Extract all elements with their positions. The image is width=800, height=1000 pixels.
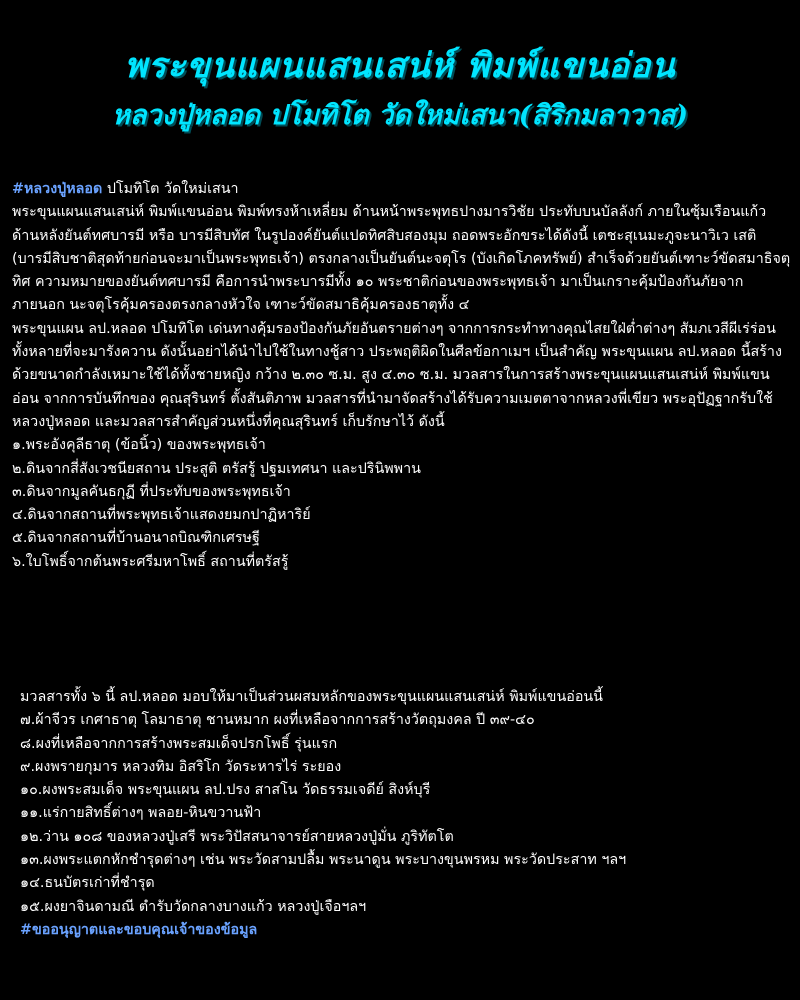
materials-list-1 (12, 434, 792, 574)
list-item: ๔.ดินจากสถานที่พระพุทธเจ้าแสดงยมกปาฏิหาริย์ (12, 507, 311, 524)
list-item: ๙.ผงพรายกุมาร หลวงทิม อิสริโก วัดระหารไร่ ระยอง (20, 758, 342, 775)
page-title: พระขุนแผนแสนเสน่ห์ พิมพ์แขนอ่อน (124, 46, 676, 86)
intro-line (12, 178, 792, 201)
list-item: ๗.ผ้าจีวร เกศาธาตุ โลมาธาตุ ชานหมาก ผงที่เหลือจากการสร้างวัตถุมงคล ปี ๓๙-๔๐ (20, 712, 535, 729)
paragraph-2: พระขุนแผน ลป.หลอด ปโมทิโต เด่นทางคุ้มรองป้องกันภัยอันตรายต่างๆ จากการกระทำทางคุณไสยใฝ่ต่ำต่างๆ สัมภเวสีผีเร่ร่อนทั้งหลายที่จะมารังควาน ดังนั้นอย่าได้นำไปใช้ในทางชู้สาว ประพฤติผิดในศีลข้อกาเมฯ เป็นสำคัญ พระขุนแผน ลป.หลอด นี้สร้างด้วยขนาดกำลังเหมาะใช้ได้ทั้งชายหญิง กว้าง ๒.๓๐ ซ.ม. สูง ๔.๓๐ ซ.ม. มวลสารในการสร้างพระขุนแผนแสนเสน่ห์ พิมพ์แขนอ่อน จากการบันทึกของ คุณสุรินทร์ ตั้งสันติภาพ มวลสารที่นำมาจัดสร้างได้รับความเมตตาจากหลวงพี่เขียว พระอุปัฏฐากรับใช้หลวงปู่หลอด และมวลสารสำคัญส่วนหนึ่งที่คุณสุรินทร์ เก็บรักษาไว้ ดังนี้ (12, 320, 782, 430)
article-body (12, 178, 792, 574)
list-item: ๑๕.ผงยาจินดามณี ตำรับวัดกลางบางแก้ว หลวงปู่เจือฯลฯ (20, 898, 367, 915)
footer-hashtag[interactable]: #ขออนุญาตและขอบคุณเจ้าของข้อมูล (20, 921, 258, 938)
list-item: ๑๒.ว่าน ๑๐๘ ของหลวงปู่เสรี พระวิปัสสนาจารย์สายหลวงปู่มั่น ภูริทัตโต (20, 828, 454, 845)
list-item: ๑๐.ผงพระสมเด็จ พระขุนแผน ลป.ปรง สาสโน วัดธรรมเจดีย์ สิงห์บุรี (20, 782, 431, 799)
materials-list-2 (20, 686, 790, 942)
section2-intro: มวลสารทั้ง ๖ นี้ ลป.หลอด มอบให้มาเป็นส่วนผสมหลักของพระขุนแผนแสนเสน่ห์ พิมพ์แขนอ่อนนี้ (20, 689, 603, 705)
list-item: ๕.ดินจากสถานที่บ้านอนาถบิณฑิกเศรษฐี (12, 530, 260, 547)
list-item: ๑.พระอังคุลีธาตุ (ข้อนิ้ว) ของพระพุทธเจ้า (12, 437, 266, 454)
intro-line-text: ปโมทิโต วัดใหม่เสนา (102, 181, 239, 197)
list-item: ๒.ดินจากสี่สังเวชนียสถาน ประสูติ ตรัสรู้ ปฐมเทศนา และปรินิพพาน (12, 460, 421, 477)
list-item: ๓.ดินจากมูลคันธกุฏี ที่ประทับของพระพุทธเจ้า (12, 483, 291, 500)
list-item: ๘.ผงที่เหลือจากการสร้างพระสมเด็จปรกโพธิ์ รุ่นแรก (20, 735, 338, 752)
list-item: ๖.ใบโพธิ์จากต้นพระศรีมหาโพธิ์ สถานที่ตรัสรู้ (12, 553, 289, 570)
list-item: ๑๓.ผงพระแตกหักชำรุดต่างๆ เช่น พระวัดสามปลื้ม พระนาดูน พระบางขุนพรหม พระวัดประสาท ฯลฯ (20, 852, 627, 869)
hashtag-link[interactable]: #หลวงปู่หลอด (12, 181, 103, 197)
paragraph-1: พระขุนแผนแสนเสน่ห์ พิมพ์แขนอ่อน พิมพ์ทรงห้าเหลี่ยม ด้านหน้าพระพุทธปางมารวิชัย ประทับบนบัลลังก์ ภายในซุ้มเรือนแก้วด้านหลังยันต์ทศบารมี หรือ บารมีสิบทัศ ในรูปองค์ยันต์แปดทิศสิบสองมุม ถอดพระอักขระได้ดังนี้ เตชะสุเนมะภูจะนาวิเว เสติ (บารมีสิบชาติสุดท้ายก่อนจะมาเป็นพระพุทธเจ้า) ตรงกลางเป็นยันต์นะจตุโร (บังเกิดโภคทรัพย์) สำเร็จด้วยยันต์เฑาะว์ขัดสมาธิจตุทิศ ความหมายของยันต์ทศบารมี คือการนำพระบารมีทั้ง ๑๐ พระชาติก่อนของพระพุทธเจ้า มาเป็นเกราะคุ้มป้องกันภัยจากภายนอก นะจตุโรคุ้มครองตรงกลางหัวใจ เฑาะว์ขัดสมาธิคุ้มครองธาตุทั้ง ๔ (12, 204, 791, 314)
page-subtitle: หลวงปู่หลอด ปโมทิโต วัดใหม่เสนา(สิริกมลาวาส) (112, 100, 688, 131)
list-item: ๑๔.ธนบัตรเก่าที่ชำรุด (20, 875, 155, 892)
list-item: ๑๑.แร่กายสิทธิ์ต่างๆ พลอย-หินขวานฟ้า (20, 805, 262, 822)
